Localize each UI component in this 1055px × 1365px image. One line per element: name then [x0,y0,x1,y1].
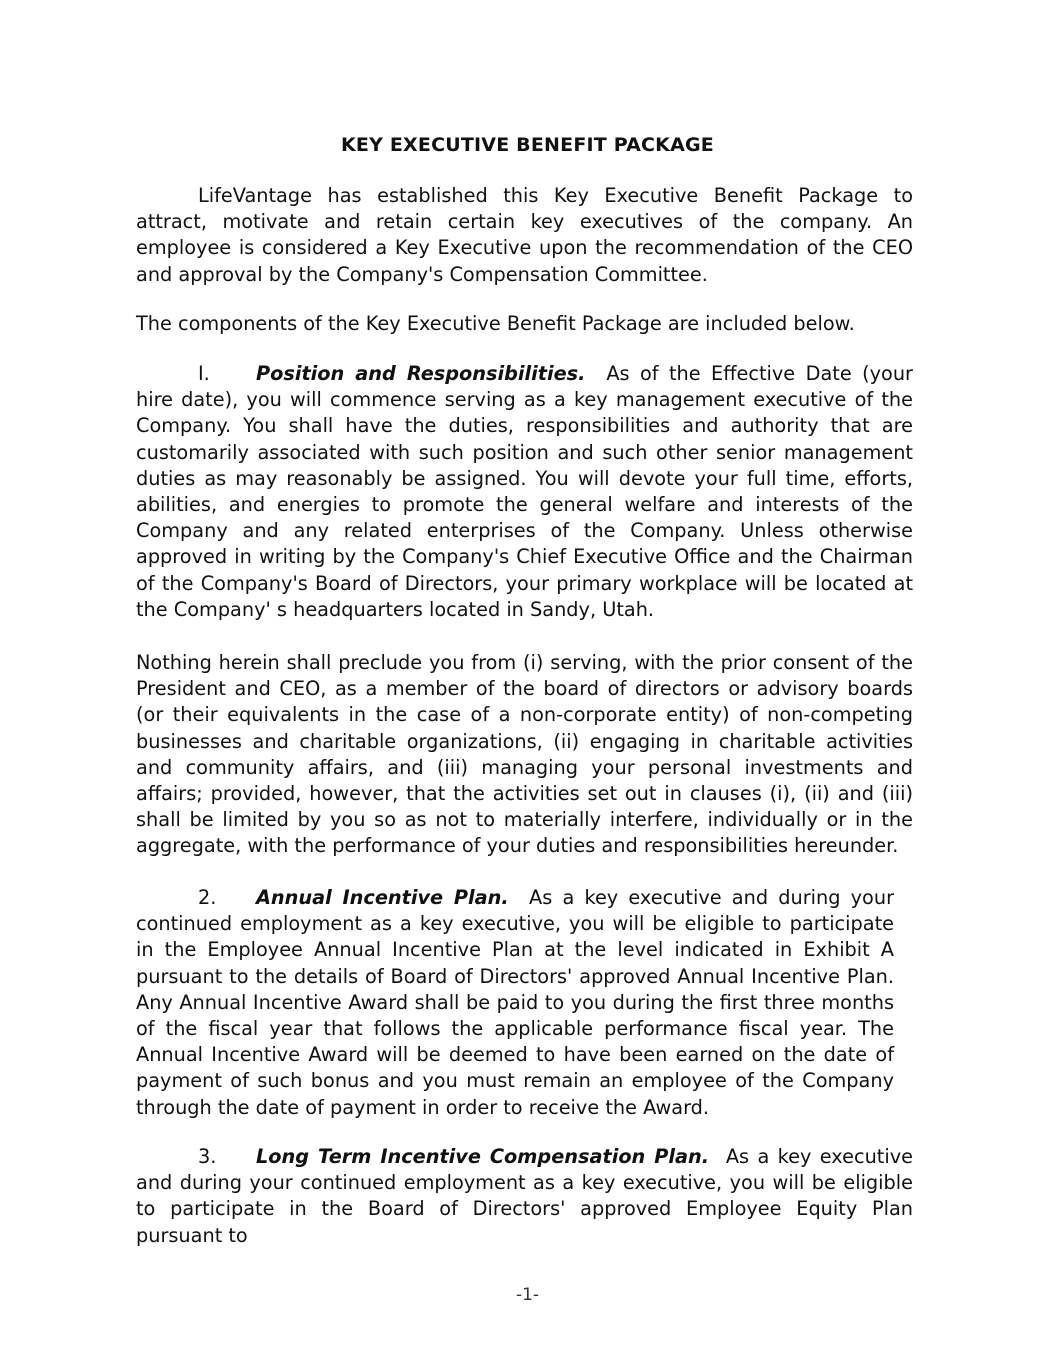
section-position-paragraph [136,361,913,623]
section-heading: Long Term Incentive Compensation Plan. [256,1145,710,1168]
section-body: As a key executive and during your continued employment as a key executive, you will be eligible to participate in the Employee Annual Incentive Plan at the level indicated in Exhibit A pursuant to the details of Board of Directors' approved Annual Incentive Plan. Any Annual Incentive Award shall be paid to you during the first three months of the fiscal year that follows the applicable performance fiscal year. The Annual Incentive Award will be deemed to have been earned on the date of payment of such bonus and you must remain an employee of the Company through the date of payment in order to receive the Award. [136,886,894,1119]
intro-paragraph: LifeVantage has established this Key Executive Benefit Package to attract, motivate and retain certain key executives of the company. An employee is considered a Key Executive upon the recommendation of the CEO and approval by the Company's Compensation Committee. [136,184,913,286]
section-body: As of the Effective Date (your hire date), you will commence serving as a key management executive of the Company. You shall have the duties, responsibilities and authority that are customarily associated with such position and such other senior management duties as may reasonably be assigned. You will devote your full time, efforts, abilities, and energies to promote the general welfare and interests of the Company and any related enterprises of the Company. Unless otherwise approved in writing by the Company's Chief Executive Office and the Chairman of the Company's Board of Directors, your primary workplace will be located at the Company' s headquarters located in Sandy, Utah. [136,362,913,621]
section-number: I. [198,362,210,385]
section-annual-incentive-paragraph [136,885,894,1121]
outside-activities-paragraph: Nothing herein shall preclude you from (i) serving, with the prior consent of the President and CEO, as a member of the board of directors or advisory boards (or their equivalents in the case of a non-corporate entity) of non-competing businesses and charitable organizations, (ii) engaging in charitable activities and community affairs, and (iii) managing your personal investments and affairs; provided, however, that the activities set out in clauses (i), (ii) and (iii) shall be limited by you so as not to materially interfere, individually or in the aggregate, with the performance of your duties and responsibilities hereunder. [136,651,913,858]
page-number: -1- [515,1285,540,1305]
section-heading: Annual Incentive Plan. [256,886,509,909]
section-long-term-incentive-paragraph [136,1144,913,1249]
document-title: KEY EXECUTIVE BENEFIT PACKAGE [341,134,714,156]
section-heading: Position and Responsibilities. [256,362,586,385]
section-number: 2. [198,886,217,909]
section-body: As a key executive and during your continued employment as a key executive, you will be eligible to participate in the Board of Directors' approved Employee Equity Plan pursuant to [136,1145,913,1247]
section-number: 3. [198,1145,217,1168]
components-paragraph: The components of the Key Executive Benefit Package are included below. [136,312,855,335]
